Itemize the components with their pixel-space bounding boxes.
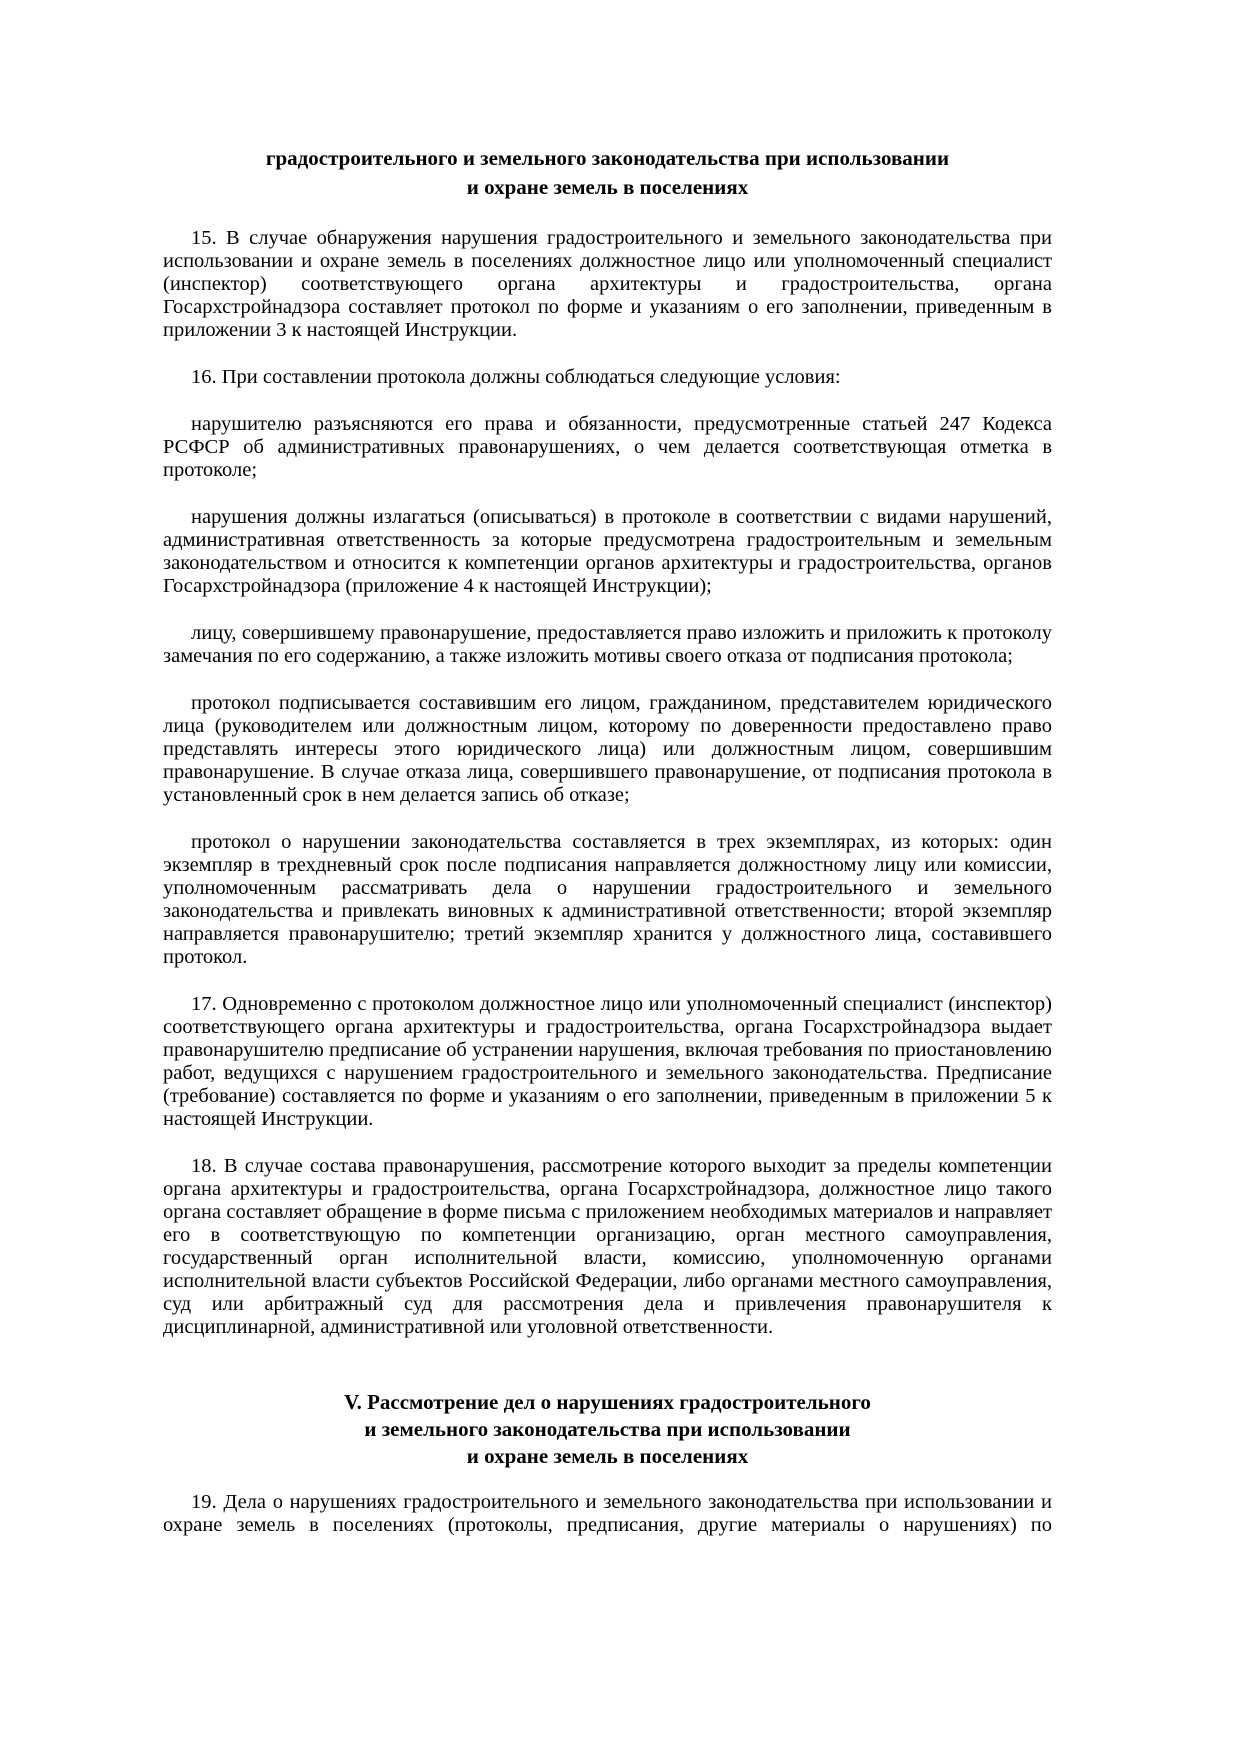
section-v-heading-line-1: V. Рассмотрение дел о нарушениях градостроительного — [344, 1390, 871, 1414]
page-title — [163, 144, 1052, 202]
section-v-heading-line-2: и земельного законодательства при использовании — [364, 1417, 851, 1441]
paragraph-16-item-copies: протокол о нарушении законодательства составляется в трех экземплярах, из которых: один экземпляр в трехдневный срок после подписания направляется должностному лицу или комиссии, уполномоченным рассматривать дела о нарушении градостроительного и земельного законодательства и привлекать виновных к административной ответственности; второй экземпляр направляется правонарушителю; третий экземпляр хранится у должностного лица, составившего протокол. — [163, 831, 1052, 968]
section-v-heading-line-3: и охране земель в поселениях — [466, 1444, 749, 1468]
paragraph-18: 18. В случае состава правонарушения, рассмотрение которого выходит за пределы компетенции органа архитектуры и градостроительства, органа Госархстройнадзора, должностное лицо такого органа составляет обращение в форме письма с приложением необходимых материалов и направляет его в соответствующую по компетенции организацию, орган местного самоуправления, государственный орган исполнительной власти, комиссию, уполномоченную органами исполнительной власти субъектов Российской Федерации, либо органами местного самоуправления, суд или арбитражный суд для рассмотрения дела и привлечения правонарушителя к дисциплинарной, административной или уголовной ответственности. — [163, 1155, 1052, 1338]
paragraph-15: 15. В случае обнаружения нарушения градостроительного и земельного законодательства при использовании и охране земель в поселениях должностное лицо или уполномоченный специалист (инспектор) соответствующего органа архитектуры и градостроительства, органа Госархстройнадзора составляет протокол по форме и указаниям о его заполнении, приведенным в приложении 3 к настоящей Инструкции. — [163, 227, 1052, 341]
document-content — [163, 144, 1052, 1537]
paragraph-16: 16. При составлении протокола должны соблюдаться следующие условия: — [191, 366, 841, 388]
paragraph-16-item-remarks: лицу, совершившему правонарушение, предоставляется право изложить и приложить к протоколу замечания по его содержанию, а также изложить мотивы своего отказа от подписания протокола; — [163, 622, 1052, 667]
paragraph-16-item-rights: нарушителю разъясняются его права и обязанности, предусмотренные статьей 247 Кодекса РСФСР об административных правонарушениях, о чем делается соответствующая отметка в протоколе; — [163, 413, 1052, 481]
page-title-line-2: и охране земель в поселениях — [466, 175, 749, 199]
section-v-heading — [163, 1389, 1052, 1470]
paragraph-16-item-violations: нарушения должны излагаться (описываться) в протоколе в соответствии с видами нарушений, административная ответственность за которые предусмотрена градостроительным и земельным законодательством и относится к компетенции органов архитектуры и градостроительства, органов Госархстройнадзора (приложение 4 к настоящей Инструкции); — [163, 506, 1052, 597]
paragraph-17: 17. Одновременно с протоколом должностное лицо или уполномоченный специалист (инспектор) соответствующего органа архитектуры и градостроительства, органа Госархстройнадзора выдает правонарушителю предписание об устранении нарушения, включая требования по приостановлению работ, ведущихся с нарушением градостроительного и земельного законодательства. Предписание (требование) составляется по форме и указаниям о его заполнении, приведенным в приложении 5 к настоящей Инструкции. — [163, 993, 1052, 1130]
paragraph-19: 19. Дела о нарушениях градостроительного и земельного законодательства при использовании и охране земель в поселениях (протоколы, предписания, другие материалы о нарушениях) по — [163, 1491, 1052, 1536]
page-title-line-1: градостроительного и земельного законодательства при использовании — [265, 146, 950, 170]
paragraph-16-item-signing: протокол подписывается составившим его лицом, гражданином, представителем юридического лица (руководителем или должностным лицом, которому по доверенности предоставлено право представлять интересы этого юридического лица) или должностным лицом, совершившим правонарушение. В случае отказа лица, совершившего правонарушение, от подписания протокола в установленный срок в нем делается запись об отказе; — [163, 692, 1052, 806]
